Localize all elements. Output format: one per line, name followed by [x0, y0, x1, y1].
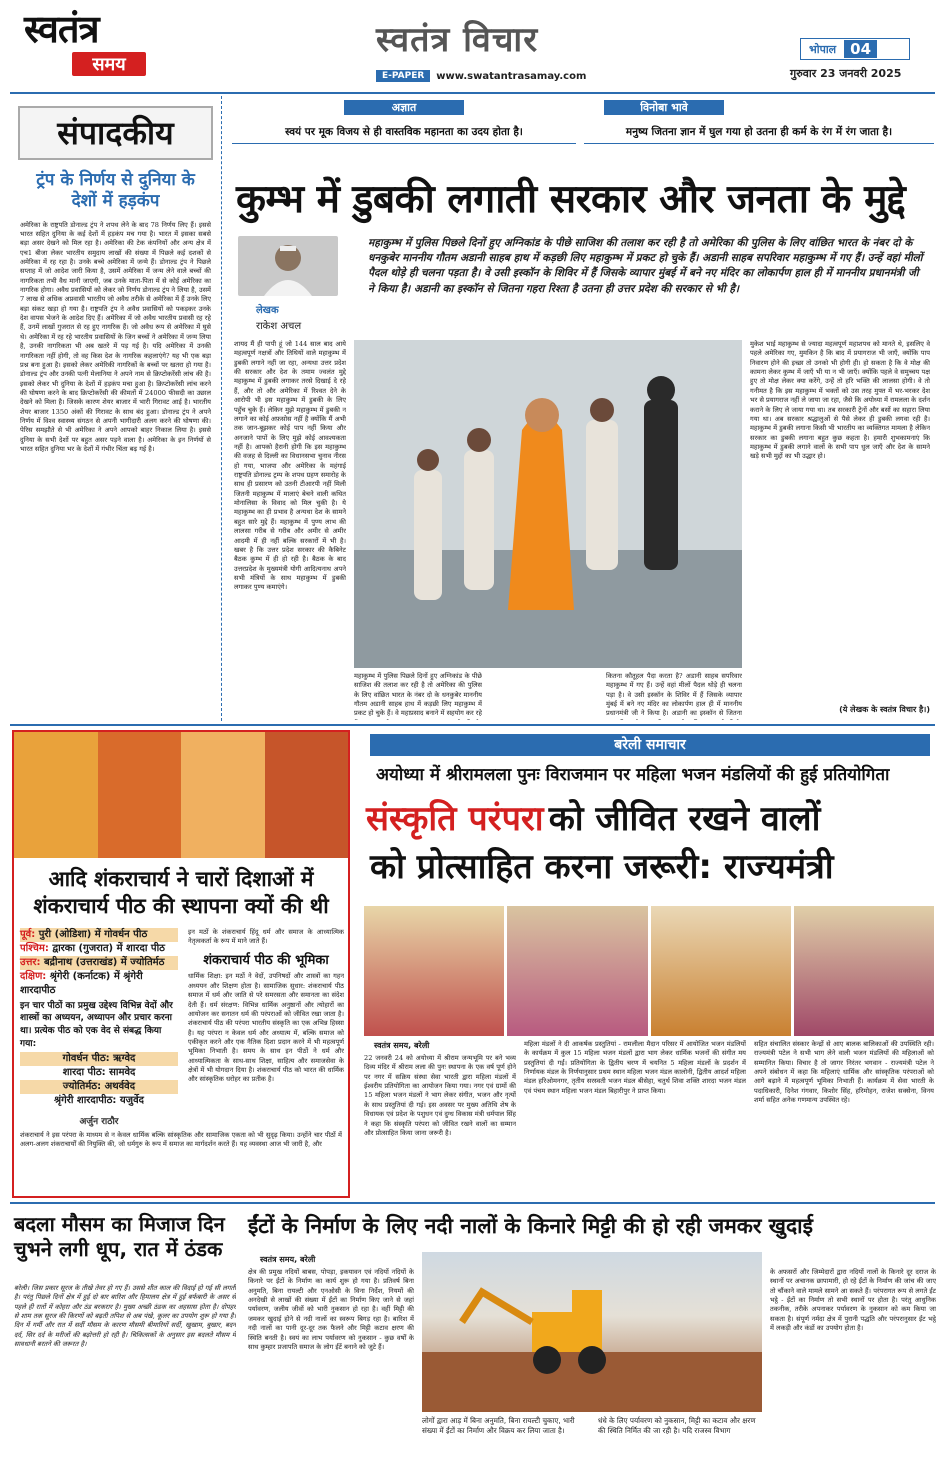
masthead-divider — [10, 92, 935, 94]
bhajan-photo-icon — [364, 906, 934, 1036]
article-headline: कुम्भ में डुबकी लगाती सरकार और जनता के मुद्दे — [236, 177, 906, 222]
shankaracharya-intro: इन मठों के शंकराचार्य हिंदू धर्म और समाज के आध्यात्मिक नेतृत्वकर्ता के रूप में माने जाते हैं। — [188, 927, 344, 946]
editorial-label: संपादकीय — [18, 106, 213, 160]
veda-item: ज्योतिर्मठ: अथर्ववेद — [20, 1080, 178, 1094]
bareli-headline — [366, 794, 936, 842]
article-col-1: शायद मैं ही पापी हूं जो 144 साल बाद आये महत्वपूर्ण नक्षत्रों और तिथियों वाले महाकुम्भ में डुबकी लगाने नहीं जा रहा, अन्यथा उत्तर प्रदेश की सरकार और देश के तमाम ज्वलंत मुद्दे महाकुम्भ में डुबकी लगाकर तरसे दिखाई दे रहे हैं, और तो और अमेरिका में रिश्वत देने के आरोपी भी इस महाकुम्भ में डुबकी के लिए पहुँच चुके हैं। लेकिन मुझे महाकुम्भ में डुबकी न लगाने का कोई अफ़सोस नहीं है क्योंकि मैं अभी तक जान-बूझकर कोई पाप नहीं किया और अनजाने पापों के लिए मुझे कोई आवश्यकता नहीं है। आपको हैरानी होगी कि इस महाकुम्भ की वजह से दिल्ली का विधानसभा चुनाव नीरस हो गया, भाजपा और अमेरिका के महंगाई राष्ट्रपति डोनाल्ड ट्रम्प के शपथ ग्रहण समारोह के साथ ही प्रसारण को उतनी टीआरपी नहीं मिली जितनी महाकुम्भ में मालाएं बेचने वाली कथित मोनालिसा के विवाद को मिल चुकी है। ये महाकुम्भ का ही प्रभाव है अन्यथा देश के सामने बहुत सारे मुद्दे हैं। महाकुम्भ में पुण्य लाभ की लालसा गरीब से गरीब और अमीर से अमीर आदमी में ही नहीं बल्कि सरकारों में भी है। खबर है कि उत्तर प्रदेश सरकार की कैबिनेट बैठक कुम्भ में ही हो रही है। बैठक के बाद उत्तरप्रदेश के मुख्यमंत्री योगी आदित्यनाथ अपने सभी मंत्रियों के साथ महाकुम्भ में डुबकी लगाकर पुण्य कमाएंगे। — [234, 340, 346, 592]
shankaracharya-right — [184, 926, 348, 1129]
section-divider — [10, 724, 935, 726]
bricks-caption-2: धंधे के लिए पर्यावरण को नुकसान, मिट्टी का कटाव और क्षरण की स्थिति निर्मित की जा रही है। यदि राजस्व विभाग — [598, 1416, 756, 1435]
excavator-photo-icon — [422, 1252, 762, 1412]
peeth-note: इन चार पीठों का प्रमुख उद्देश्य विभिन्न वेदों और शास्त्रों का अध्ययन, अध्यापन और प्रचार करना था। प्रत्येक पीठ को एक वेद से संबद्ध किया गया: — [20, 1000, 173, 1049]
edition-box — [800, 38, 910, 60]
bricks-body-1: क्षेत्र की प्रमुख नदियों बाबस, पोपड़ा, इकयावन एवं नदियों नदियों के किनारे पर ईंटों के निर्माण का कार्य शुरू हो गया है। प्रतिवर्ष बिना अनुमति, बिना रायल्टी और एनओसी के विना निर्देश, नियमों की अनदेखी से लाखों की संख्या में ईंटों का निर्माण किए जाने से जहां पर्यावरण, जलीय जीवों को भारी नुकसान हो रहा है। वहीं मिट्टी की जमकर खुदाई होने से नदी नालों का स्वरूप बिगड़ रहा है। बारिश में नदी नालों का पानी दूर-दूर तक फैलने और मिट्टी कटाव क्षरण की स्थिति बनती है। स्वयं का लाभ पर्यावरण को नुकसान - कुछ वर्षों के साथ कुम्हार प्रजापति समाज के लोग ईंटें बनाने को जुटे हैं। — [248, 1268, 414, 1351]
quote-tag: विनोबा भावे — [604, 100, 724, 115]
byline: अर्जुन राठौर — [79, 1117, 119, 1128]
issue-date: गुरुवार 23 जनवरी 2025 — [790, 67, 902, 80]
saints-photo-icon — [14, 732, 348, 858]
quote-box-2 — [584, 100, 934, 144]
bricks-caption-1: लोगों द्वारा आड़ में बिना अनुमति, बिना रायल्टी चुकाए, भारी संख्या में ईंटों का निर्माण और विक्रय कर लिया जाता है। — [422, 1416, 575, 1435]
bareli-headline-line2: को प्रोत्साहित करना जरूरी: राज्यमंत्री — [370, 847, 834, 887]
section-label: बरेली समाचार — [370, 734, 930, 756]
peeth-item: उत्तर: बद्रीनाथ (उत्तराखंड) में ज्योतिर्मठ — [20, 956, 178, 970]
epaper-badge[interactable]: E-PAPER — [376, 70, 430, 82]
shankaracharya-body: धार्मिक शिक्षा: इन मठों ने वेदों, उपनिषदों और शास्त्रों का गहन अध्ययन और शिक्षण होता है। सामाजिक सुधार: शंकराचार्य पीठ समाज में धर्म और जाति से परे समरसता और समानता का संदेश देती हैं। धर्म संरक्षण: विभिन्न धार्मिक अनुष्ठानों और त्योहारों का आयोजन कर सनातन धर्म की परंपराओं को जीवित रखा जाता है। शंकराचार्य पीठ की परंपरा भारतीय संस्कृति का एक अभिन्न हिस्सा है। यह परंपरा न केवल धर्म और अध्यात्म में, बल्कि समाज को एकीकृत करने और एक नैतिक दिशा प्रदान करने में भी महत्वपूर्ण भूमिका निभाती है। समय के साथ इन पीठों ने धर्म और आध्यात्मिकता के साथ-साथ शिक्षा, साहित्य और समाजसेवा के क्षेत्रों में भी योगदान दिया है। शंकराचार्य पीठ को भारत की धार्मिक और सांस्कृतिक धरोहर का प्रतीक है। — [188, 972, 344, 1084]
peeth-item: दक्षिण: श्रृंगेरी (कर्नाटक) में श्रृंगेरी शारदापीठ — [20, 970, 178, 998]
article-intro: महाकुम्भ में पुलिस पिछले दिनों हुए अग्निकांड के पीछे साजिश की तलाश कर रही है तो अमेरिका की पुलिस के लिए वांछित भारत के नंबर दो के धनकुबेर माननीय गौतम अडानी साहब हाथ में कड़छी लिए महाकुम्भ में प्रकट हो चुके हैं। अडानी साहब सपरिवार महाकुम्भ में गए हैं। उन्हें वहां मीलों पैदल थोड़े ही चलना पड़ता है। वे उसी इस्कॉन के शिविर में हैं जिसके व्यापार मुंबई में बने नए मंदिर का लोकार्पण हाल ही में माननीय प्रधानमंत्री जी ने किया है। अडानी का इस्कॉन से जितना गहरा रिश्ता है उतना ही उत्तर प्रदेश की सरकार से भी है। — [368, 237, 923, 295]
quote-tag: अज्ञात — [344, 100, 464, 115]
site-url[interactable]: www.swatantrasamay.com — [436, 70, 587, 82]
bricks-body-2: के अफसरों और जिम्मेदारों द्वारा नदियों नालों के किनारे दूर दराज के स्थानों पर अचानक छापामारी, हो रहे ईंटों के निर्माण की जांच की जाए तो चौंकाने वाले मामले सामने आ सकते हैं। परंपरागत रूप से लगते ईंट भट्ठे - ईंटों का निर्माण तो सभी स्थानों पर होता है। परंतु आधुनिक तकनीक, तरीके अपनाकर पर्यावरण के नुकसान को कम किया जा सकता है। संपूर्ण नर्मदा क्षेत्र में पुरानी पद्धति और परंपरानुसार ईंट भट्ठे में लकड़ी और कंडों का उपयोग होता है। — [770, 1268, 936, 1333]
peeth-item: पूर्व: पुरी (ओडिशा) में गोवर्धन पीठ — [20, 928, 178, 942]
quote-box-1 — [232, 100, 576, 144]
peeth-item: पश्चिम: द्वारका (गुजरात) में शारदा पीठ — [20, 942, 178, 956]
page-title: स्वतंत्र विचार — [376, 20, 539, 60]
shankaracharya-headline: आदि शंकराचार्य ने चारों दिशाओं में शंकराचार्य पीठ की स्थापना क्यों की थी — [33, 867, 329, 918]
logo-text: स्वतंत्र — [24, 7, 99, 51]
weather-headline: बदला मौसम का मिजाज दिन चुभने लगी धूप, रात में ठंडक — [14, 1212, 225, 1261]
logo[interactable] — [24, 8, 154, 92]
veda-item: श्रृंगेरी शारदापीठ: यजुर्वेद — [54, 1095, 144, 1107]
edition-city: भोपाल — [809, 42, 837, 56]
shankaracharya-body-left: शंकराचार्य ने इस परंपरा के माध्यम से न केवल धार्मिक बल्कि सांस्कृतिक और सामाजिक एकता को भी सुदृढ़ किया। उन्होंने चार पीठों में अलग-अलग शंकराचार्यों की नियुक्ति की, जो धर्मगुरु के रूप में समाज का मार्गदर्शन करते हैं। यह व्यवस्था आज भी जारी है, और — [20, 1131, 342, 1149]
headline-red: संस्कृति परंपरा — [366, 799, 544, 839]
article-col-4: मुकेश भाई महाकुम्भ से ज्यादा महत्वपूर्ण महाशपथ को मानते थे, इसलिए वे पहले अमेरिका गए, मुमकिन है कि बाद में प्रयागराज भी जाएँ, क्योंकि पाप निवारण होने की इच्छा तो उनको भी होगी ही। हो सकता है कि वे मोक्ष की कामना लेकर कुम्भ में जाएँ भी या न भी जाएँ। क्योंकि पहले वे समुच्चय पक्ष हुए तो मोक्ष लेकर क्या करेंगे, उन्हें तो हरि भक्ति की लालसा होगी। वे तो गनीमत है कि इस महाकुम्भ में भक्तों को उस तरह मुफ्त में भर-भरकर देश भर से प्रयागराज नहीं ले जाया जा रहा, जैसे कि अयोध्या में रामलला के दर्शन कराने के लिए ले जाया गया था। तब सरकारी ट्रेनों और बसों का सहारा लिया गया था। अब सरकार श्रद्धालुओं से पैसे लेकर ही डुबकी लगवा रही है। महाकुम्भ में डुबकी लगाना किसी भी भारतीय का व्यक्तिगत मामला है लेकिन सरकार का डुबकी लगाना बहुत कुछ कहता है। हमारी शुभकामनाएं कि महाकुम्भ में डुबकी लगाने वालों के सभी पाप धुल जाएँ और देश के सामने खड़े सभी मुद्दों का भी उद्धार हो। — [750, 340, 930, 461]
bareli-body-2: महिला मंडलों ने दी आकर्षक प्रस्तुतियां - रामलीला मैदान परिसर में आयोजित भजन मंडलियों के कार्यक्रम में कुल 15 महिला भजन मंडलों द्वारा भाग लेकर धार्मिक भजनों की संगीत मय प्रस्तुतियां दी गईं। प्रतियोगिता के द्वितीय चरण में चयनित 5 महिला मंडलों के प्रदर्शन में निर्णायक मंडल के निर्णयानुसार प्रथम स्थान महिला भजन मंडल कालोनी, द्वितीय आदर्श महिला मंडल हरिओमनगर, तृतीय सरस्वती भजन मंडल बीसेहा, चतुर्थ शिवा शक्ति शारदा भजन मंडल एवं पंचम स्थान महिला भजन मंडल बिहारीपुर ने प्राप्त किया। — [524, 1040, 746, 1095]
editorial-headline: ट्रंप के निर्णय से दुनिया के देशों में हड़कंप — [36, 170, 195, 212]
headline-rest: को जीवित रखने वालों — [548, 799, 821, 839]
section-divider — [10, 1202, 935, 1204]
bricks-byline: स्वतंत्र समय, बरेली — [260, 1255, 316, 1264]
lekhak-label: लेखक — [256, 305, 279, 316]
veda-item: गोवर्धन पीठ: ऋग्वेद — [20, 1052, 178, 1066]
editorial-column — [10, 96, 222, 721]
bricks-headline: ईंटों के निर्माण के लिए नदी नालों के किनारे मिट्टी की हो रही जमकर खुदाई — [248, 1214, 813, 1238]
author-photo-icon — [238, 236, 338, 296]
shankaracharya-subhead: शंकराचार्य पीठ की भूमिका — [203, 953, 329, 969]
article-footnote: (ये लेखक के स्वतंत्र विचार है।) — [839, 705, 930, 714]
bareli-body-3: सहित संचालित संस्कार केन्द्रों से आए बालक बालिकाओं की उपस्थिति रही। राज्यमंत्री पटेल ने सभी भाग लेने वाली भजन मंडलियों की महिलाओं को सम्मानित किया। विचार है तो जागर निरंतर भगवान - राज्यमंत्री पटेल ने अपने संबोधन में कहा कि महिलाएं धार्मिक और सांस्कृतिक परंपराओं को आगे बढ़ाने में महत्वपूर्ण भूमिका निभाती हैं। कार्यक्रम में सेवा भारती के पदाधिकारी, दिनेश गंगवार, किशोर सिंह, हरिमोहन, राजेश सक्सेना, विनय शर्मा सहित अनेक गणमान्य उपस्थित रहे। — [754, 1040, 934, 1105]
weather-body: बरेली। जिस प्रकार सूरज के तीखे तेवर हो गए हैं। उससे शीत काल की विदाई हो गई सी लगती है। परंतु पिछले दिनों क्षेत्र में हुई दो बार बारिश और हिमालय क्षेत्र में हुई बर्फबारी के असर से पहले ही रातों में कोहरा और ठंड बरकरार है। मुख्य अच्छी ठंडक का अहसास होता है। दोपहर से शाम तक सूरज की किरणों को बढ़ती तपिश से अब पंखे, कूलर का उपयोग शुरू हो गया है। दिन में गर्मी और रात में सर्दी मौसम के कारण मौसमी बीमारियों सर्दी, खुखाम, बुखार, बदन दर्द, सिर दर्द के मरीजों की बढ़ोत्तरी हो रही है। चिकित्सकों के अनुसार इस बदलते मौसम में सावधानी बरतने की जरूरत है। — [14, 1284, 236, 1349]
quote-text: स्वयं पर मूक विजय से ही वास्तविक महानता का उदय होता है। — [285, 126, 523, 138]
editorial-body: अमेरिका के राष्ट्रपति डोनाल्ड ट्रंप ने शपथ लेने के बाद 78 निर्णय लिए हैं। इससे भारत सहित दुनिया के कई देशों में हड़कंप मच गया है। भारत में इसका सबसे बड़ा असर देखने को मिल रहा है। अमेरिका की टेक कंपनियों और अन्य क्षेत्र में एच1 बीजा लेकर भारतीय समुदाय लाखों की संख्या में पिछले कई दशकों से अमेरिका में रह रहा है। उनके बच्चे अमेरिका में जन्मे हैं। डोनाल्ड ट्रंप ने पिछले सप्ताह में जो आदेश जारी किया है, उसमें अमेरिका में जन्म लेने वाले बच्चों की नागरिकता तभी वैध मानी जाएगी, जब उनके माता-पिता में से कोई अमेरिका का नागरिक होगा। अवैध प्रवासियों को लेकर जो निर्णय डोनाल्ड ट्रंप ने लिया है, उसमें 7 लाख से अधिक अप्रवासी भारतीय जो अवैध तरीके से अमेरिका में हैं उनके लिए बड़ा संकट खड़ा हो गया है। राष्ट्रपति ट्रंप ने अवैध प्रवासियों को पकड़कर उनके देश वापस भेजने के आदेश दिए हैं। अमेरिका में जो अवैध भारतीय प्रवासी रह रहे हैं, उनमें लाखों गुजरात से रह हुए नागरिक हैं। जो अवैध रूप से अमेरिका में घुसे थे। अमेरिका में रह रहे भारतीय प्रवासियों के जिन बच्चों ने अमेरिका में जन्म लिया है, उनकी नागरिकता भी अब खतरे में पड़ गई है। यदि अमेरिका में उनकी नागरिकता नहीं होगी, तो वह किस देश के नागरिक कहलाएंगे? यह भी एक बड़ा प्रश्न बना हुआ है। इसको लेकर अमेरिकी नागरिकों के बच्चों पर खतरा हो गया है। डोनाल्ड ट्रंप और उनकी पत्नी मेलानिया ने अपने नाम से क्रिप्टोकरेंसी लांच की है। इसको लेकर भी दुनिया के देशों में हड़कंप मचा हुआ है। क्रिप्टोकरेंसी लांच करने की घोषणा करने के बाद क्रिप्टोकरेंसी की कीमतों में 24000 फीसदी का उछाल देखने को मिला है। जिसके कारण शेयर बाजार में भारी गिरावट आई है। भारतीय शेयर बाजार 1350 अंकों की गिरावट के साथ बंद हुआ। डोनाल्ड ट्रंप ने अपने निर्णय में विश्व स्वास्थ्य संगठन से अपनी भागीदारी अलग करने की घोषणा की। पेरिस समझौते से भी अमेरिका ने अपने आपको बाहर निकाल लिया है। इससे दुनिया के सभी देशों पर बहुत असर पड़ने वाला है। अमेरिका के इन निर्णयों से भारत सहित दुनिया भर के देशों में गंभीर चिंता बढ़ गई है। — [20, 220, 211, 454]
bareli-byline: स्वतंत्र समय, बरेली — [374, 1041, 430, 1050]
peeth-list — [14, 926, 184, 1129]
logo-samay: समय — [72, 52, 146, 76]
shankaracharya-box — [12, 730, 350, 1198]
author-name: राकेश अचल — [256, 321, 302, 332]
article-col-3: कितना कौतूहल पैदा करता है? अडानी साहब सपरिवार महाकुम्भ में गए हैं। उन्हें वहां मीलों पैदल थोड़े ही चलना पड़ा है। वे उसी इस्कॉन के शिविर में हैं जिसके व्यापार मुंबई में बने नए मंदिर का लोकार्पण हाल ही में माननीय प्रधानमंत्री जी ने किया है। अडानी का इस्कॉन से जितना — [606, 672, 742, 718]
bareli-body-1: 22 जनवरी 24 को अयोध्या में श्रीराम जन्मभूमि पर बने भव्य दिव्य मंदिर में श्रीराम लला की पुनः स्थापना के एक वर्ष पूर्ण होने पर नगर में सक्रिय संस्था सेवा भारती द्वारा महिला मंडलों में ईश्वरीय प्रतियोगिता का आयोजन किया गया। नगर एवं ग्रामों की 15 महिला भजन मंडलों ने भाग लेकर संगीत, भजन और नृत्यों के साथ प्रस्तुतियां दी गई। इस अवसर पर मुख्य अतिथि शेष के विधायक एवं प्रदेश के पशुधन एवं दुग्ध विकास मंत्री धर्मपाल सिंह ने कहा कि संस्कृति परंपरा को जीवित रखने वालों का सम्मान और प्रोत्साहित किया जाना जरूरी है। — [364, 1054, 516, 1137]
article-col-2: महाकुम्भ में पुलिस पिछले दिनों हुए अग्निकांड के पीछे साजिश की तलाश कर रही है तो अमेरिका की पुलिस के लिए वांछित भारत के नंबर दो के धनकुबेर माननीय गौतम अडानी साहब हाथ में कड़छी लिए महाकुम्भ में प्रकट हो चुके हैं। वे महाप्रसाद बनाने में सहयोग कर रहे — [354, 672, 482, 718]
bareli-kicker: अयोध्या में श्रीरामलला पुनः विराजमान पर महिला भजन मंडलियों की हुई प्रतियोगिता — [376, 765, 890, 785]
site-strip — [376, 68, 676, 84]
veda-item: शारदा पीठ: सामवेद — [62, 1067, 136, 1079]
page-number: 04 — [844, 40, 877, 58]
quote-text: मनुष्य जितना ज्ञान में घुल गया हो उतना ही कर्म के रंग में रंग जाता है। — [625, 126, 893, 138]
kumbh-photo-icon — [354, 340, 742, 668]
